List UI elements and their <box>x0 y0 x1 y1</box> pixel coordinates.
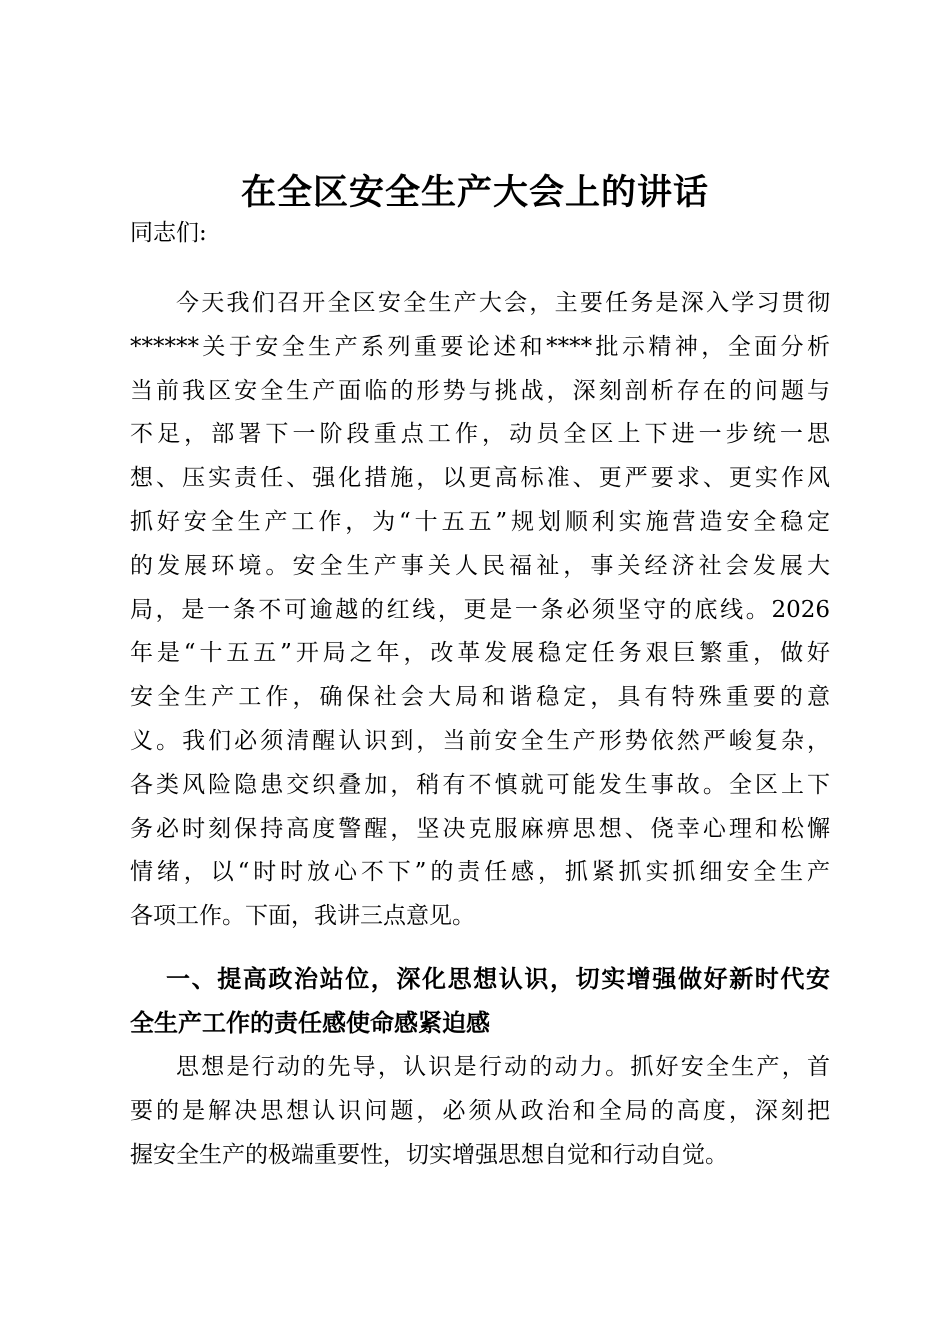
paragraph-line: ******关于安全生产系列重要论述和****批示精神，全面分析 <box>130 333 830 360</box>
paragraph-line: 当前我区安全生产面临的形势与挑战，深刻剖析存在的问题与 <box>130 377 830 404</box>
paragraph-line: 情绪，以“时时放心不下”的责任感，抓紧抓实抓细安全生产 <box>130 859 830 886</box>
paragraph-line: 各项工作。下面，我讲三点意见。 <box>130 903 475 930</box>
paragraph-line: 务必时刻保持高度警醒，坚决克服麻痹思想、侥幸心理和松懈 <box>130 815 830 842</box>
paragraph-line: 安全生产工作，确保社会大局和谐稳定，具有特殊重要的意 <box>130 684 830 711</box>
salutation: 同志们: <box>130 220 207 246</box>
paragraph-line: 义。我们必须清醒认识到，当前安全生产形势依然严峻复杂， <box>130 727 830 754</box>
heading-line: 一、提高政治站位，深化思想认识，切实增强做好新时代安 <box>166 964 830 993</box>
document-title: 在全区安全生产大会上的讲话 <box>240 172 709 213</box>
paragraph-line: 今天我们召开全区安全生产大会，主要任务是深入学习贯彻 <box>176 290 830 316</box>
paragraph-line: 想、压实责任、强化措施，以更高标准、更严要求、更实作风 <box>130 465 830 492</box>
heading-line: 全生产工作的责任感使命感紧迫感 <box>130 1007 490 1037</box>
paragraph-line: 不足，部署下一阶段重点工作，动员全区上下进一步统一思 <box>130 421 830 448</box>
paragraph-line: 要的是解决思想认识问题，必须从政治和全局的高度，深刻把 <box>130 1097 830 1124</box>
paragraph-line: 年是“十五五”开局之年，改革发展稳定任务艰巨繁重，做好 <box>130 640 830 667</box>
paragraph-section-1 <box>130 1046 830 1177</box>
paragraph-line: 各类风险隐患交织叠加，稍有不慎就可能发生事故。全区上下 <box>130 771 830 798</box>
paragraph-line: 局，是一条不可逾越的红线，更是一条必须坚守的底线。2026 <box>130 596 830 623</box>
paragraph-line: 思想是行动的先导，认识是行动的动力。抓好安全生产，首 <box>176 1054 830 1080</box>
paragraph-line: 握安全生产的极端重要性，切实增强思想自觉和行动自觉。 <box>130 1141 728 1168</box>
section-heading-1 <box>130 957 830 1045</box>
paragraph-line: 的发展环境。安全生产事关人民福祉，事关经济社会发展大 <box>130 552 830 579</box>
paragraph-line: 抓好安全生产工作，为“十五五”规划顺利实施营造安全稳定 <box>130 508 830 535</box>
paragraph-intro <box>130 282 830 939</box>
